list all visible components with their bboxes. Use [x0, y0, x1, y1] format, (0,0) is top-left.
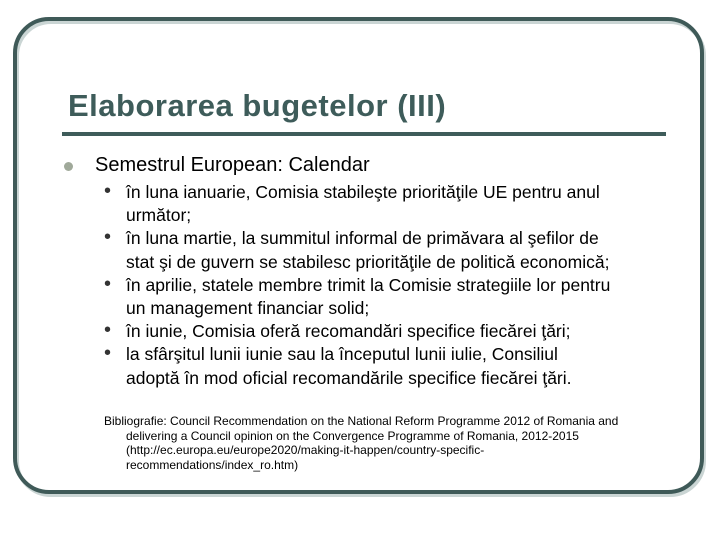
bullet-dot-icon: • — [104, 342, 112, 365]
bullet-icon — [64, 162, 73, 171]
bibliography-line: Bibliografie: Council Recommendation on the National Reform Programme 2012 of Romania and — [104, 414, 619, 428]
sub-point-line: în aprilie, statele membre trimit la Comisie strategiile lor pentru — [126, 274, 611, 295]
sub-point-line: un management financiar solid; — [126, 298, 370, 319]
bibliography-line: recommendations/index_ro.htm) — [126, 457, 299, 472]
sub-point — [104, 181, 694, 227]
title-underline — [62, 132, 666, 136]
bibliography-line: (http://ec.europa.eu/europe2020/making-it-happen/country-specific- — [126, 443, 485, 457]
sub-point-line: în luna ianuarie, Comisia stabileşte priorităţile UE pentru anul — [126, 182, 600, 202]
bullet-dot-icon: • — [104, 319, 112, 342]
sub-point-line: în luna martie, la summitul informal de primăvara al şefilor de — [126, 228, 599, 249]
bullet-dot-icon: • — [104, 226, 112, 249]
slide-title: Elaborarea bugetelor (III) — [68, 88, 447, 123]
sub-point-line: adoptă în mod oficial recomandările specifice fiecărei ţări. — [126, 367, 572, 388]
sub-point-list — [104, 181, 694, 390]
sub-point — [104, 320, 694, 343]
sub-point-line: în iunie, Comisia oferă recomandări specifice fiecărei ţări; — [126, 321, 571, 342]
bullet-dot-icon: • — [104, 180, 112, 202]
bibliography — [104, 414, 704, 472]
sub-point-line: următor; — [126, 205, 192, 226]
sub-point — [104, 227, 694, 273]
main-point: Semestrul European: Calendar — [95, 154, 370, 176]
bibliography-line: delivering a Council opinion on the Convergence Programme of Romania, 2012-2015 — [126, 428, 579, 443]
sub-point-line: la sfârşitul lunii iunie sau la începutul lunii iulie, Consiliul — [126, 344, 558, 365]
sub-point — [104, 274, 694, 320]
sub-point-line: stat şi de guvern se stabilesc priorităţile de politică economică; — [126, 251, 610, 272]
sub-point — [104, 343, 694, 389]
bullet-dot-icon: • — [104, 272, 112, 295]
